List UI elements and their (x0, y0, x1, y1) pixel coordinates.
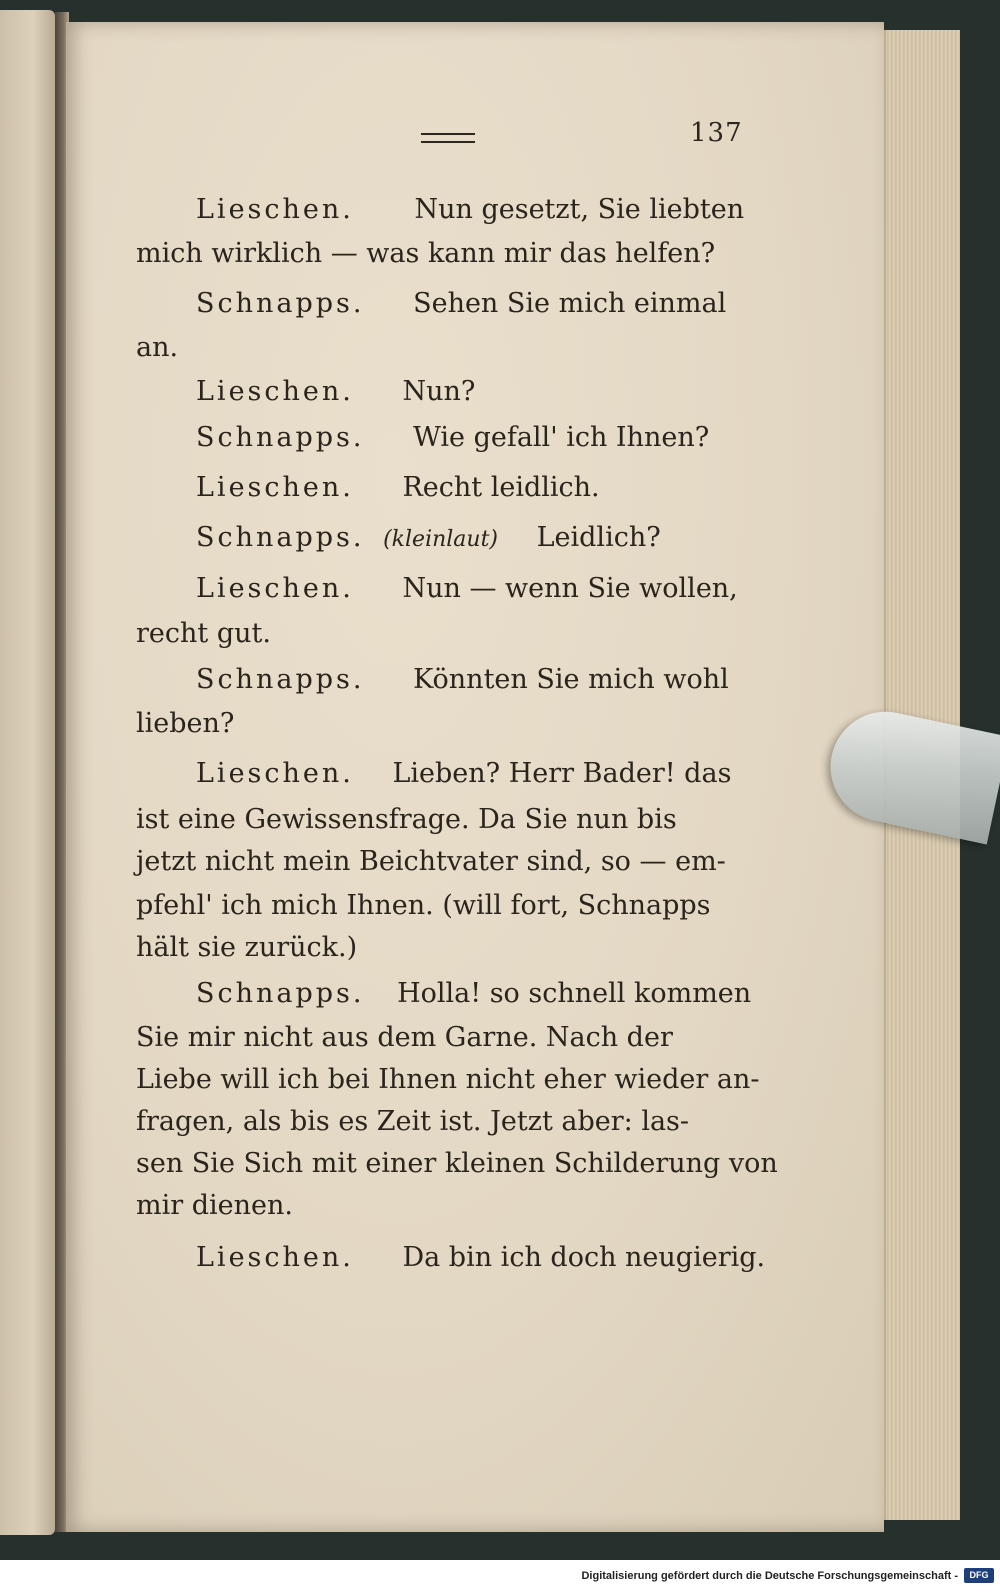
line-text: Recht leidlich. (402, 472, 600, 503)
line-text: fragen, als bis es Zeit ist. Jetzt aber: las- (136, 1106, 690, 1137)
speaker-name: Schnapps. (196, 522, 365, 553)
line-text: mich wirklich — was kann mir das helfen? (136, 238, 716, 269)
text-line (136, 848, 726, 875)
text-line (196, 524, 661, 551)
line-text: Da bin ich doch neugierig. (402, 1242, 766, 1273)
line-text: Holla! so schnell kommen (397, 978, 752, 1009)
text-line (136, 1150, 778, 1177)
line-text: hält sie zurück.) (136, 932, 358, 963)
text-line (196, 378, 475, 405)
line-text: jetzt nicht mein Beichtvater sind, so — em- (136, 846, 726, 877)
line-text: Lieben? Herr Bader! das (392, 758, 732, 789)
text-line (196, 424, 709, 451)
footer-bar (0, 1560, 1000, 1595)
text-line (136, 1108, 689, 1135)
text-line (196, 474, 600, 501)
text-line (196, 760, 731, 787)
text-line (196, 980, 751, 1007)
speaker-name: Lieschen. (196, 472, 354, 503)
speaker-name: Schnapps. (196, 978, 365, 1009)
line-text: ist eine Gewissensfrage. Da Sie nun bis (136, 804, 677, 835)
text-line (136, 1024, 673, 1051)
header-rule (421, 133, 475, 143)
speaker-name: Lieschen. (196, 376, 354, 407)
line-text: Könnten Sie mich wohl (413, 664, 729, 695)
previous-page-edge (0, 10, 55, 1535)
text-line (136, 620, 271, 647)
line-text: Nun — wenn Sie wollen, (402, 573, 738, 604)
text-line (196, 1244, 765, 1271)
text-line (196, 290, 726, 317)
line-text: Leidlich? (536, 522, 661, 553)
line-text: Nun gesetzt, Sie liebten (414, 194, 745, 225)
line-text: mir dienen. (136, 1190, 293, 1221)
text-line (136, 934, 357, 961)
page-number: 137 (690, 118, 743, 148)
stage-direction: (kleinlaut) (383, 527, 499, 552)
text-line (136, 710, 234, 737)
line-text: an. (136, 332, 179, 363)
line-text: sen Sie Sich mit einer kleinen Schilderung von (136, 1148, 778, 1179)
text-line (136, 1066, 759, 1093)
text-line (136, 334, 178, 361)
text-line (196, 196, 744, 223)
line-text: Wie gefall' ich Ihnen? (413, 422, 710, 453)
text-line (196, 666, 729, 693)
footer-credit: Digitalisierung gefördert durch die Deutsche Forschungsgemeinschaft - (581, 1570, 958, 1582)
line-text: Nun? (402, 376, 476, 407)
text-line (136, 892, 711, 919)
line-text: pfehl' ich mich Ihnen. (will fort, Schnapps (136, 890, 711, 921)
speaker-name: Schnapps. (196, 664, 365, 695)
text-line (196, 575, 738, 602)
line-text: Sie mir nicht aus dem Garne. Nach der (136, 1022, 673, 1053)
speaker-name: Lieschen. (196, 573, 354, 604)
text-line (136, 806, 677, 833)
text-line (136, 1192, 293, 1219)
text-line (136, 240, 715, 267)
line-text: recht gut. (136, 618, 271, 649)
line-text: Sehen Sie mich einmal (413, 288, 727, 319)
speaker-name: Schnapps. (196, 288, 365, 319)
speaker-name: Lieschen. (196, 1242, 354, 1273)
speaker-name: Schnapps. (196, 422, 365, 453)
speaker-name: Lieschen. (196, 758, 354, 789)
line-text: lieben? (136, 708, 235, 739)
speaker-name: Lieschen. (196, 194, 354, 225)
line-text: Liebe will ich bei Ihnen nicht eher wieder an- (136, 1064, 760, 1095)
dfg-logo: DFG (964, 1568, 994, 1583)
